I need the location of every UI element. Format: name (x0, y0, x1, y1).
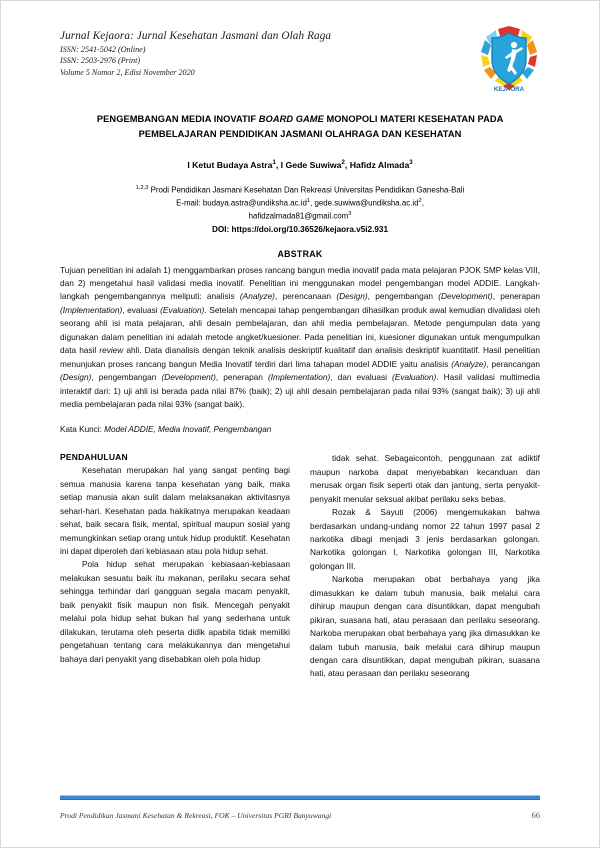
abstract-italic-8: (Design) (60, 372, 92, 383)
masthead-text (60, 22, 331, 78)
abstract-italic-11: (Evaluation) (392, 372, 437, 383)
email-2-text: , gede.suwiwa@undiksha.ac.id (310, 198, 419, 208)
title-block (60, 112, 540, 234)
page-footer (60, 811, 540, 820)
author-sep-2: , (344, 159, 350, 170)
body-columns (60, 452, 540, 680)
keywords-label: Kata Kunci: (60, 425, 105, 435)
abstract-seg-8: , perancangan (486, 358, 540, 369)
email-1-text: E-mail: budaya.astra@undiksha.ac.id (176, 198, 307, 208)
abstract-seg-7: ahli. Data dianalisis dengan teknik analisis deskriptif kualitatif dan analisis deskriptif kuantitatif. Hasil penelitian menunjukan proses rancang bangun Media Inovatif terdiri dari lima tahapan model ADDIE yaitu analisis (60, 345, 540, 369)
keywords-line (60, 425, 540, 434)
paragraph: tidak sehat. Sebagaicontoh, penggunaan zat adiktif maupun narkoba dapat menyebabkan kecanduan dan merusak organ fisik seperti otak dan jantung, serta penyakit-penyakit menular seksual akibat perilaku seks bebas. (310, 453, 540, 504)
paragraph: Pola hidup sehat merupakan kebiasaan-kebiasaan melakukan sesuatu baik itu makanan, perilaku secara sehat sehingga terhindar dari gangguan segala macam penyakit, baik penyakit fisik maupun non fisik. Mencegah penyakit melalui pola hidup sehat bukan hal yang sederhana untuk dilakukan, terutama oleh peserta didik apabila tidak memiliki pengetahuan tentang cara melakukannya dan mengetahui bahaya dari penyakit yang disebabkan oleh pola hidup (60, 559, 290, 664)
author-sup-1: 1 (272, 159, 276, 167)
keywords-value: Model ADDIE, Media Inovatif, Pengembangan (104, 425, 272, 435)
journal-title: Jurnal Kejaora: Jurnal Kesehatan Jasmani dan Olah Raga (60, 30, 332, 42)
paper-title-line1-pre: PENGEMBANGAN MEDIA INOVATIF (96, 114, 259, 124)
issn-print: ISSN: 2503-2976 (Print) (60, 56, 141, 66)
author-sep-1: , (275, 159, 281, 170)
abstract-body (60, 264, 540, 412)
author-name-3: Hafidz Almada (349, 159, 410, 170)
body-column-right (310, 452, 540, 680)
affiliation-email-line-1 (60, 197, 540, 210)
author-sup-2: 2 (341, 159, 345, 167)
abstract-seg-11: , dan evaluasi (330, 372, 393, 383)
doi-link[interactable]: DOI: https://doi.org/10.36526/kejaora.v5i2.931 (211, 224, 389, 234)
abstract-italic-1: (Analyze) (239, 291, 275, 302)
abstract-seg-2: , perencanaan (274, 291, 337, 302)
abstract-heading: ABSTRAK (277, 248, 323, 259)
abstract-italic-2: (Design) (336, 291, 368, 302)
author-sup-3: 3 (409, 159, 413, 167)
footer-page-number: 66 (531, 811, 540, 820)
footer-divider-rule (60, 795, 540, 800)
email-3-sup: 3 (348, 210, 352, 217)
email-3-text: hafidzalmada81@gmail.com (248, 211, 349, 221)
abstract-seg-6: . Setelah mencapai tahap pengembangan dihasilkan produk awal kemudian divalidasi oleh seorang ahli isi mata pelajaran, ahli desain pembelajaran, dan ahli media pembelajaran. Metode pengumpulan data yang digunakan dalam penelitian ini adalah metode angket/kuesioner. Pada penelitian ini, kuesioner digunakan untuk mengumpulkan data hasil (60, 304, 540, 356)
author-list (60, 159, 540, 170)
volume-issue: Volume 5 Nomor 2, Edisi November 2020 (60, 67, 195, 77)
abstract-italic-7: (Analyze) (451, 358, 487, 369)
email-line-1-end: , (421, 198, 424, 208)
affiliation-institution-text: Prodi Pendidikan Jasmani Kesehatan Dan Rekreasi Universitas Pendidikan Ganesha-Bali (148, 185, 465, 195)
paragraph: Narkoba merupakan obat berbahaya yang jika dimasukkan ke dalam tubuh manusia, baik melalui cara dihirup maupun dengan cara disuntikkan, dapat mengubah pikiran, suasana hati, atau perasaan dan perilaku seseorang. Narkoba merupakan obat berbahaya yang jika dimasukkan ke dalam tubuh manusia, baik melalui cara dihirup maupun dengan cara disuntikkan, dapat mengubah pikiran, suasana hati, atau perasaan dan perilaku seseorang (310, 574, 540, 679)
abstract-seg-10: , penerapan (215, 372, 268, 383)
logo-wordmark: KEJAORA (493, 86, 525, 92)
abstract-seg-4: , penerapan (492, 291, 540, 302)
author-name-1: I Ketut Budaya Astra (187, 159, 273, 170)
kejaora-shield-logo (478, 24, 540, 92)
footer-publisher-text: Prodi Pendidikan Jasmani Kesehatan & Rekreasi, FOK – Universitas PGRI Banyuwangi (60, 811, 332, 820)
abstract-italic-4: (Implementation) (60, 304, 123, 315)
affiliation-institution (60, 184, 540, 197)
paragraph: Kesehatan merupakan hal yang sangat penting bagi semua manusia karena tanpa kesehatan yang baik, maka setiap manusia akan sulit dalam melaksanakan aktivitasnya sehari-hari. Kesehatan pada hakikatnya merupakan keadaan sehat, baik secara fisik, mental, spiritual maupun sosial yang memungkinkan setiap orang untuk hidup produktif. Kesehatan ini dapat diperoleh dari kebiasaan atau pola hidup sehat. (60, 465, 290, 557)
section-heading-pendahuluan: PENDAHULUAN (60, 452, 128, 463)
abstract-seg-3: , pengembangan (367, 291, 439, 302)
paper-title-line2: PEMBELAJARAN PENDIDIKAN JASMANI OLAHRAGA DAN KESEHATAN (138, 129, 462, 140)
affiliation-sup: 1,2,3 (135, 184, 149, 191)
body-column-left (60, 452, 290, 680)
abstract-seg-12: . Hasil validasi multimedia interaktif dari: 1) uji ahli isi berada pada nilai 87% (baik); 2) uji ahli desain pembelajaran pada nilai 93% (sangat baik); 3) uji ahli media pembelajaran pada nilai 93% (sangat baik). (60, 372, 540, 409)
paper-title (60, 112, 540, 142)
author-name-2: I Gede Suwiwa (280, 159, 342, 170)
abstract-seg-5: , evaluasi (122, 304, 161, 315)
abstract-seg-1: Tujuan penelitian ini adalah 1) menggambarkan proses rancang bangun media inovatif pada mata pelajaran PJOK SMP kelas VIII, dan 2) mengetahui hasil validasi media inovatif. Penelitian ini menggunakan model pengembangan model ADDIE. Langkah-langkah pengembangannya meliputi: analisis (60, 264, 540, 302)
abstract-italic-9: (Development) (161, 372, 216, 383)
email-1-sup: 1 (306, 197, 311, 204)
masthead (60, 22, 540, 94)
email-2-sup: 2 (418, 197, 422, 204)
abstract-italic-3: (Development) (438, 291, 493, 302)
paper-title-line1-post: MONOPOLI MATERI KESEHATAN PADA (323, 114, 504, 124)
abstract-seg-9: , pengembangan (91, 372, 162, 383)
paragraph: Rozak & Sayuti (2006) mengemukakan bahwa berdasarkan undang-undang nomor 22 tahun 1997 pasal 2 narkotika dibagi menjadi 3 jenis berdasarkan golongan. Narkotika golongan I, Narkotika golongan III, Narkotika golongan III. (310, 507, 540, 571)
affiliation-block (60, 184, 540, 223)
abstract-italic-10: (Implementation) (267, 372, 331, 383)
affiliation-email-line-2 (60, 210, 540, 223)
paper-title-line1-italic: BOARD GAME (258, 114, 324, 124)
abstract-italic-6: review (99, 345, 124, 356)
issn-online: ISSN: 2541-5042 (Online) (60, 45, 146, 54)
abstract-italic-5: (Evaluation) (160, 304, 205, 315)
